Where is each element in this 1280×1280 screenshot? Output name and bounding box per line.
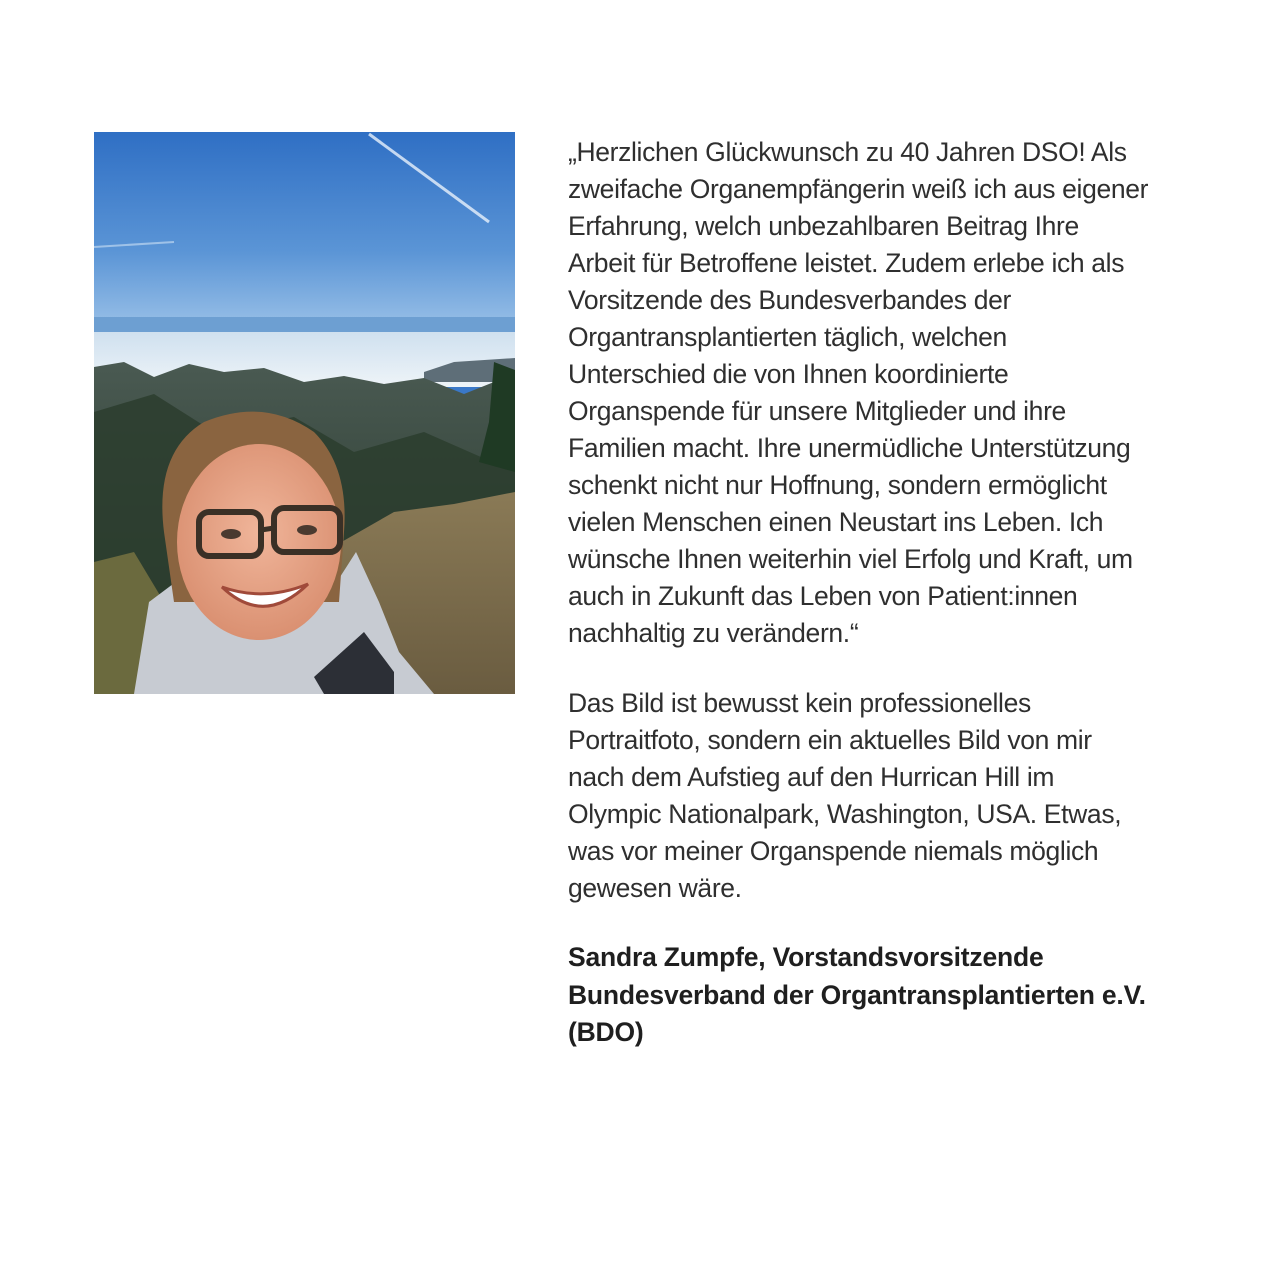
portrait-photo: [94, 132, 515, 694]
photo-note-paragraph: Das Bild ist bewusst kein professionelles Portraitfoto, sondern ein aktuelles Bild von mir nach dem Aufstieg auf den Hurrican Hill im Olympic Nationalpark, Washington, USA. Etwas, was vor meiner Organspende niemals möglich gewesen wäre.: [568, 688, 1122, 903]
text-column: [568, 134, 1208, 1052]
author-signature: Sandra Zumpfe, Vorstandsvorsitzende Bundesverband der Organtransplantierten e.V. (BDO): [568, 942, 1146, 1047]
quote-paragraph: „Herzlichen Glückwunsch zu 40 Jahren DSO! Als zweifache Organempfängerin weiß ich aus eigener Erfahrung, welch unbezahlbaren Beitrag Ihre Arbeit für Betroffene leistet. Zudem erlebe ich als Vorsitzende des Bundesverbandes der Organtransplantierten täglich, welchen Unterschied die von Ihnen koordinierte Organspende für unsere Mitglieder und ihre Familien macht. Ihre unermüdliche Unterstützung schenkt nicht nur Hoffnung, sondern ermöglicht vielen Menschen einen Neustart ins Leben. Ich wünsche Ihnen weiterhin viel Erfolg und Kraft, um auch in Zukunft das Leben von Patient:innen nachhaltig zu verändern.“: [568, 137, 1149, 648]
portrait-photo-illustration: [94, 132, 515, 694]
